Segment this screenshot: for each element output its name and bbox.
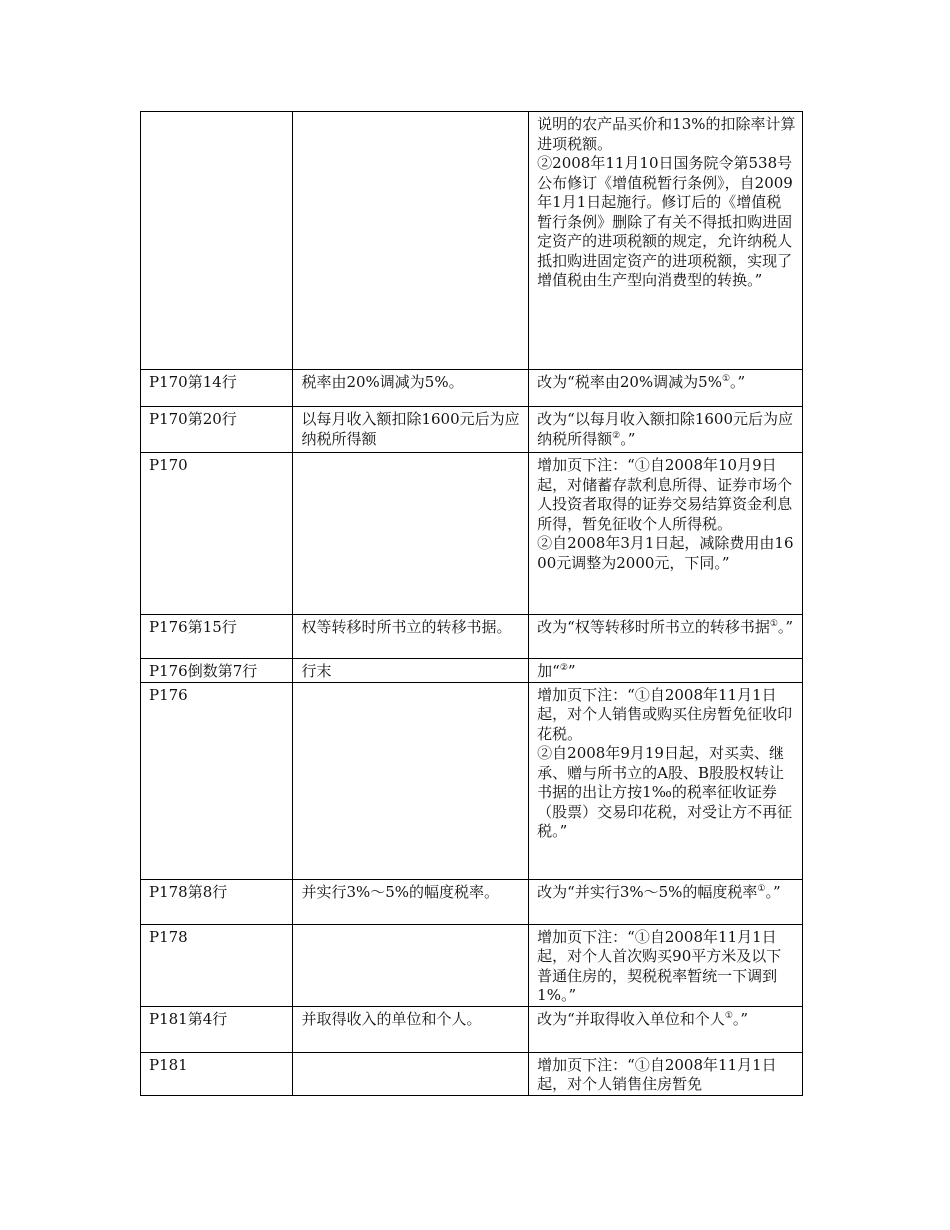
correction-paragraph xyxy=(537,618,796,638)
errata-table xyxy=(140,111,803,1096)
errata-row xyxy=(141,659,803,683)
correction-paragraph xyxy=(537,744,796,842)
correction-cell xyxy=(529,879,803,924)
correction-text: 改为“税率由20%调减为5% xyxy=(537,373,722,391)
page-location-cell: P170第14行 xyxy=(141,370,293,407)
correction-cell xyxy=(529,615,803,659)
footnote-marker: ① xyxy=(721,374,731,384)
correction-paragraph xyxy=(537,1056,796,1095)
footnote-marker: ① xyxy=(769,619,778,629)
footnote-marker: ② xyxy=(612,430,621,441)
correction-text-end: 。” xyxy=(777,618,794,636)
errata-row xyxy=(141,924,803,1006)
errata-row xyxy=(141,453,803,615)
errata-row xyxy=(141,407,803,453)
correction-text-end: 。” xyxy=(620,429,636,448)
correction-text-end: 。” xyxy=(732,1009,749,1028)
correction-text-end: 。” xyxy=(730,373,746,391)
correction-paragraph xyxy=(537,373,796,393)
correction-cell xyxy=(529,1052,803,1095)
footnote-marker: ① xyxy=(757,883,766,894)
original-text-cell xyxy=(293,453,529,615)
correction-cell xyxy=(529,1006,803,1052)
correction-paragraph xyxy=(537,410,796,449)
correction-paragraph xyxy=(537,456,796,534)
footnote-marker: ② xyxy=(559,663,568,673)
correction-paragraph xyxy=(537,1010,796,1030)
page-location-cell: P176 xyxy=(141,682,293,879)
correction-text: 说明的农产品买价和13%的扣除率计算进项税额。 xyxy=(537,115,796,153)
correction-paragraph xyxy=(537,686,796,745)
correction-paragraph xyxy=(537,115,796,154)
correction-cell xyxy=(529,407,803,453)
page-location-cell: P170第20行 xyxy=(141,407,293,453)
correction-text: 加“ xyxy=(537,662,560,680)
page-location-cell xyxy=(141,112,293,370)
correction-text: ②自2008年3月1日起，减除费用由1600元调整为2000元，下同。” xyxy=(537,534,794,572)
correction-paragraph xyxy=(537,883,796,903)
correction-text-end: 。” xyxy=(765,882,781,901)
correction-paragraph xyxy=(537,662,796,682)
correction-text: 增加页下注：“①自2008年11月1日起，对个人销售或购买住房暂免征收印花税。 xyxy=(537,685,793,743)
correction-cell xyxy=(529,682,803,879)
correction-text: 改为“并实行3%～5%的幅度税率 xyxy=(537,882,758,901)
correction-text-end: ” xyxy=(567,662,576,680)
errata-row xyxy=(141,112,803,370)
correction-cell xyxy=(529,453,803,615)
page-location-cell: P176倒数第7行 xyxy=(141,659,293,683)
page-location-cell: P181 xyxy=(141,1052,293,1095)
correction-text: 增加页下注：“①自2008年11月1日起，对个人销售住房暂免 xyxy=(537,1055,777,1093)
errata-row xyxy=(141,370,803,407)
original-text-cell: 并实行3%～5%的幅度税率。 xyxy=(293,879,529,924)
page-location-cell: P176第15行 xyxy=(141,615,293,659)
correction-text: ②自2008年9月19日起，对买卖、继承、赠与所书立的A股、B股股权转让书据的出让方按1‰的税率征收证券（股票）交易印花税，对受让方不再征税。” xyxy=(537,744,793,840)
correction-cell xyxy=(529,370,803,407)
errata-row xyxy=(141,879,803,924)
original-text-cell xyxy=(293,682,529,879)
original-text-cell xyxy=(293,924,529,1006)
errata-row xyxy=(141,1052,803,1095)
correction-cell xyxy=(529,659,803,683)
errata-row xyxy=(141,615,803,659)
correction-paragraph xyxy=(537,534,796,573)
errata-row xyxy=(141,682,803,879)
correction-text: 增加页下注：“①自2008年10月9日起，对储蓄存款利息所得、证券市场个人投资者取得的证券交易结算资金利息所得，暂免征收个人所得税。 xyxy=(537,456,793,533)
correction-paragraph xyxy=(537,154,796,291)
correction-text: 改为“并取得收入单位和个人 xyxy=(537,1009,725,1028)
correction-paragraph xyxy=(537,928,796,1006)
original-text-cell: 税率由20%调减为5%。 xyxy=(293,370,529,407)
page-location-cell: P178 xyxy=(141,924,293,1006)
original-text-cell: 并取得收入的单位和个人。 xyxy=(293,1006,529,1052)
page-location-cell: P178第8行 xyxy=(141,879,293,924)
footnote-marker: ① xyxy=(724,1010,733,1021)
correction-cell xyxy=(529,112,803,370)
correction-text: ②2008年11月10日国务院令第538号公布修订《增值税暂行条例》，自2009年1月1日起施行。修订后的《增值税暂行条例》删除了有关不得抵扣购进固定资产的进项税额的规定，允许纳税人抵扣购进固定资产的进项税额，实现了增值税由生产型向消费型的转换。” xyxy=(537,154,793,289)
page-location-cell: P170 xyxy=(141,453,293,615)
original-text-cell: 行末 xyxy=(293,659,529,683)
original-text-cell: 权等转移时所书立的转移书据。 xyxy=(293,615,529,659)
correction-text: 改为“以每月收入额扣除1600元后为应纳税所得额 xyxy=(537,410,794,448)
original-text-cell xyxy=(293,112,529,370)
original-text-cell xyxy=(293,1052,529,1095)
original-text-cell: 以每月收入额扣除1600元后为应纳税所得额 xyxy=(293,407,529,453)
correction-text: 增加页下注：“①自2008年11月1日起，对个人首次购买90平方米及以下普通住房的，契税税率暂统一下调到1%。” xyxy=(537,927,782,1004)
correction-cell xyxy=(529,924,803,1006)
page-location-cell: P181第4行 xyxy=(141,1006,293,1052)
errata-table-body xyxy=(141,112,803,1096)
errata-row xyxy=(141,1006,803,1052)
correction-text: 改为“权等转移时所书立的转移书据 xyxy=(537,618,770,636)
